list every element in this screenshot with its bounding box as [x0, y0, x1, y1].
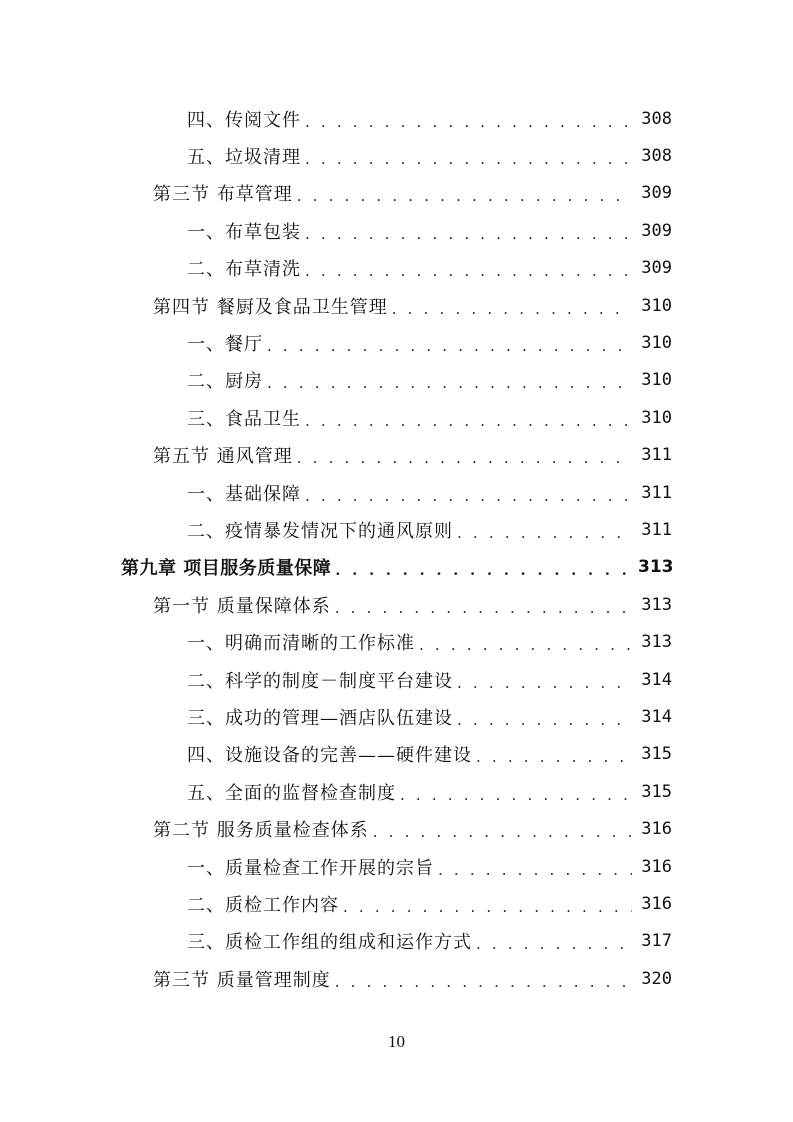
dot-leader	[305, 225, 632, 243]
toc-entry-title: 第一节 质量保障体系	[153, 595, 331, 617]
dot-leader	[297, 187, 632, 205]
toc-entry-page-number: 309	[641, 183, 672, 204]
toc-entry-section[interactable]	[0, 175, 793, 212]
toc-entry-subsection[interactable]	[0, 212, 793, 249]
toc-entry-page-number: 311	[641, 482, 672, 503]
toc-entry-subsection[interactable]	[0, 250, 793, 287]
toc-entry-title: 二、厨房	[187, 371, 263, 393]
toc-entry-page-number: 310	[641, 407, 672, 428]
toc-entry-title: 第三节 质量管理制度	[153, 969, 331, 991]
toc-entry-title: 第九章 项目服务质量保障	[121, 558, 332, 580]
toc-entry-page-number: 310	[641, 295, 672, 316]
dot-leader	[457, 524, 632, 542]
toc-entry-page-number: 311	[641, 519, 672, 540]
toc-entry-subsection[interactable]	[0, 773, 793, 810]
dot-leader	[476, 935, 632, 953]
toc-entry-page-number: 308	[641, 108, 672, 129]
toc-entry-title: 三、食品卫生	[187, 408, 301, 430]
toc-entry-section[interactable]	[0, 437, 793, 474]
dot-leader	[373, 823, 632, 841]
toc-entry-title: 一、餐厅	[187, 334, 263, 356]
toc-entry-subsection[interactable]	[0, 736, 793, 773]
toc-entry-section[interactable]	[0, 810, 793, 847]
toc-entry-title: 二、质检工作内容	[187, 894, 339, 916]
dot-leader	[476, 748, 632, 766]
toc-entry-title: 五、全面的监督检查制度	[187, 782, 396, 804]
toc-entry-page-number: 315	[641, 781, 672, 802]
toc-entry-title: 二、疫情暴发情况下的通风原则	[187, 520, 453, 542]
dot-leader	[419, 636, 632, 654]
toc-entry-subsection[interactable]	[0, 885, 793, 922]
toc-entry-subsection[interactable]	[0, 511, 793, 548]
dot-leader	[457, 711, 632, 729]
toc-entry-title: 一、质量检查工作开展的宗旨	[187, 857, 434, 879]
toc-entry-subsection[interactable]	[0, 399, 793, 436]
toc-entry-page-number: 313	[638, 557, 674, 578]
toc-entry-page-number: 313	[641, 594, 672, 615]
toc-entry-page-number: 310	[641, 333, 672, 354]
dot-leader	[305, 150, 632, 168]
dot-leader	[343, 898, 632, 916]
toc-entry-page-number: 308	[641, 146, 672, 167]
toc-entry-title: 一、明确而清晰的工作标准	[187, 633, 415, 655]
dot-leader	[267, 374, 632, 392]
toc-entry-title: 三、质检工作组的组成和运作方式	[187, 932, 472, 954]
toc-entry-page-number: 316	[641, 856, 672, 877]
dot-leader	[267, 337, 632, 355]
dot-leader	[335, 561, 632, 579]
toc-entry-title: 第三节 布草管理	[153, 184, 293, 206]
toc-entry-page-number: 310	[641, 370, 672, 391]
toc-entry-subsection[interactable]	[0, 362, 793, 399]
toc-entry-section[interactable]	[0, 586, 793, 623]
dot-leader	[392, 300, 632, 318]
toc-entry-subsection[interactable]	[0, 848, 793, 885]
toc-entry-subsection[interactable]	[0, 698, 793, 735]
toc-entry-subsection[interactable]	[0, 623, 793, 660]
toc-entry-page-number: 313	[641, 632, 672, 653]
toc-entry-title: 三、成功的管理—酒店队伍建设	[187, 707, 453, 729]
toc-entry-title: 第四节 餐厨及食品卫生管理	[153, 296, 388, 318]
toc-entry-title: 二、科学的制度－制度平台建设	[187, 670, 453, 692]
toc-entry-page-number: 316	[641, 893, 672, 914]
toc-entry-subsection[interactable]	[0, 100, 793, 137]
toc-entry-title: 四、传阅文件	[187, 109, 301, 131]
toc-entry-title: 一、基础保障	[187, 483, 301, 505]
toc-entry-page-number: 316	[641, 819, 672, 840]
toc-entry-page-number: 309	[641, 220, 672, 241]
toc-entry-page-number: 314	[641, 706, 672, 727]
dot-leader	[335, 973, 632, 991]
dot-leader	[305, 113, 632, 131]
toc-entry-page-number: 315	[641, 744, 672, 765]
toc-entry-chapter[interactable]	[0, 549, 793, 586]
toc-entry-title: 二、布草清洗	[187, 259, 301, 281]
toc-entry-page-number: 314	[641, 669, 672, 690]
toc-entry-page-number: 317	[641, 931, 672, 952]
toc-entry-section[interactable]	[0, 960, 793, 997]
toc-entry-title: 第五节 通风管理	[153, 446, 293, 468]
dot-leader	[438, 861, 632, 879]
toc-entry-page-number: 320	[641, 968, 672, 989]
dot-leader	[335, 599, 632, 617]
toc-entry-subsection[interactable]	[0, 923, 793, 960]
dot-leader	[457, 674, 632, 692]
toc-entry-subsection[interactable]	[0, 137, 793, 174]
toc-entry-subsection[interactable]	[0, 324, 793, 361]
toc-entry-page-number: 311	[641, 445, 672, 466]
dot-leader	[305, 487, 632, 505]
toc-entry-subsection[interactable]	[0, 661, 793, 698]
toc-entry-section[interactable]	[0, 287, 793, 324]
table-of-contents	[0, 100, 793, 997]
toc-entry-title: 第二节 服务质量检查体系	[153, 820, 369, 842]
dot-leader	[305, 412, 632, 430]
page-number: 10	[388, 1032, 405, 1051]
dot-leader	[297, 449, 632, 467]
toc-entry-subsection[interactable]	[0, 474, 793, 511]
toc-entry-title: 四、设施设备的完善——硬件建设	[187, 745, 472, 767]
toc-entry-page-number: 309	[641, 258, 672, 279]
dot-leader	[305, 262, 632, 280]
toc-entry-title: 五、垃圾清理	[187, 147, 301, 169]
dot-leader	[400, 786, 632, 804]
toc-entry-title: 一、布草包装	[187, 221, 301, 243]
